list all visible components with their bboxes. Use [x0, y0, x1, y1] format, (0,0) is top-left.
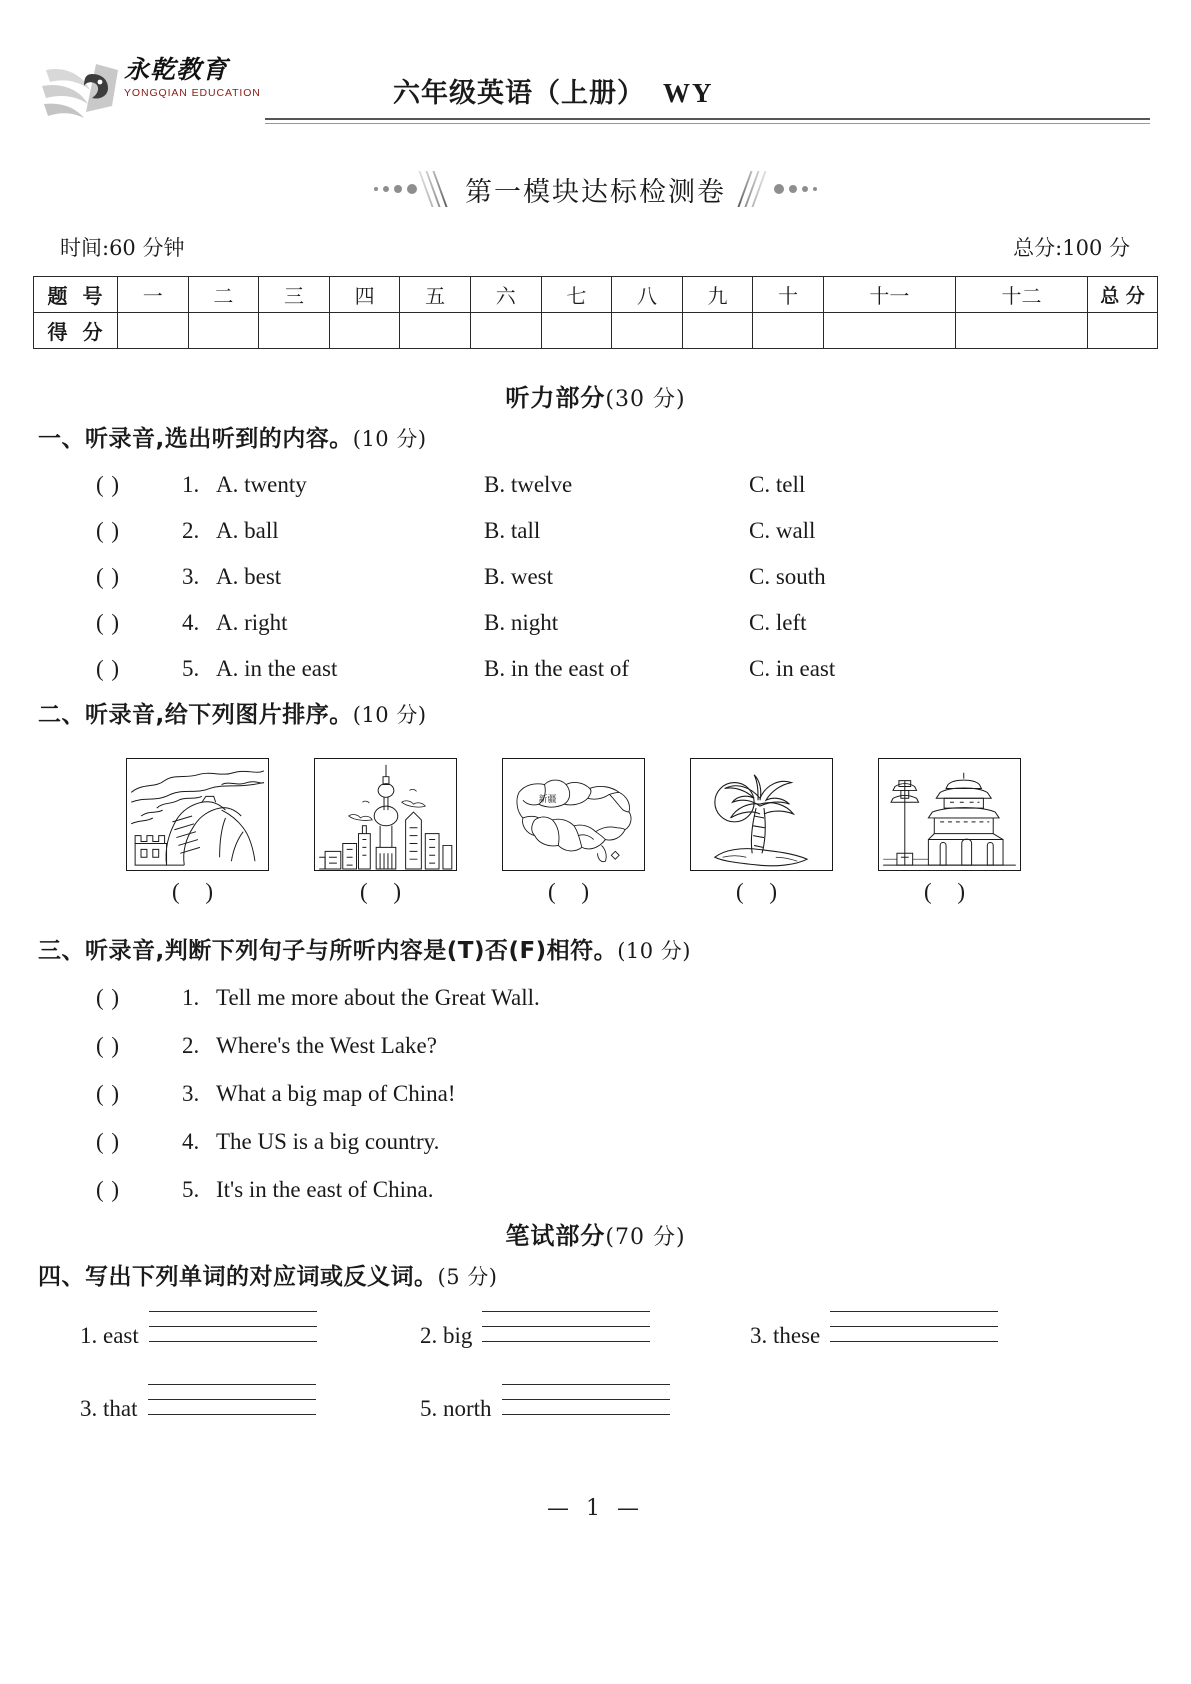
- choice-row: [96, 508, 1126, 554]
- word-prompt: 3. these: [750, 1323, 821, 1348]
- section-3-title: 三、听录音,判断下列句子与所听内容是(T)否(F)相符。: [38, 938, 618, 964]
- section-3-heading: [38, 932, 691, 965]
- score-table-col-total: 总 分: [1088, 277, 1158, 313]
- score-cell-7[interactable]: [541, 313, 612, 349]
- section-1-title: 一、听录音,选出听到的内容。: [38, 426, 353, 452]
- map-region-label: 新疆: [538, 795, 557, 806]
- item-number: 5.: [182, 656, 200, 681]
- listening-part-heading: [0, 378, 1191, 413]
- score-cell-10[interactable]: [753, 313, 824, 349]
- tf-row: [96, 1023, 1126, 1069]
- option-c[interactable]: C. in east: [749, 656, 836, 681]
- score-table-col-5: 五: [400, 277, 471, 313]
- score-cell-6[interactable]: [470, 313, 541, 349]
- exam-total-points: 总分:100 分: [1013, 236, 1130, 260]
- page-title-volume: （上册）: [533, 78, 645, 109]
- option-a[interactable]: A. ball: [216, 518, 279, 543]
- option-a[interactable]: A. right: [216, 610, 288, 635]
- choice-row: [96, 554, 1126, 600]
- word-pairs-row-2: [80, 1378, 1140, 1424]
- chevron-left-icon: [423, 168, 449, 210]
- word-pair: [420, 1378, 670, 1424]
- score-table-col-11: 十一: [823, 277, 955, 313]
- answer-bracket[interactable]: ( ): [96, 1081, 121, 1106]
- brand-name-en: YONGQIAN EDUCATION: [124, 87, 261, 99]
- option-b[interactable]: B. in the east of: [484, 656, 629, 681]
- answer-blank-lines[interactable]: [149, 1305, 317, 1351]
- item-number: 2.: [182, 518, 200, 543]
- item-number: 1.: [182, 985, 200, 1010]
- brand-logo: [40, 54, 265, 132]
- listening-part-points: (30 分): [605, 387, 686, 412]
- answer-bracket[interactable]: ( ): [96, 610, 121, 635]
- score-table-col-12: 十二: [955, 277, 1087, 313]
- word-pairs-row-1: [80, 1305, 1140, 1351]
- picture-cell: [126, 758, 269, 905]
- score-table-col-8: 八: [612, 277, 683, 313]
- banner-dots-left: [374, 184, 417, 194]
- picture-answer-blank[interactable]: ( ): [923, 879, 976, 904]
- page-number: — 1 —: [547, 1496, 644, 1521]
- score-cell-3[interactable]: [259, 313, 330, 349]
- page-title-code: WY: [663, 78, 714, 108]
- written-part-points: (70 分): [605, 1225, 686, 1250]
- score-table-row-label-score: 得 分: [34, 313, 118, 349]
- item-number: 2.: [182, 1033, 200, 1058]
- score-table-header-row: [34, 277, 1158, 313]
- listening-part-label: 听力部分: [505, 384, 606, 412]
- tf-sentence: What a big map of China!: [216, 1081, 456, 1106]
- score-cell-total[interactable]: [1088, 313, 1158, 349]
- word-prompt: 1. east: [80, 1323, 139, 1348]
- header-title-area: [265, 54, 1150, 132]
- score-cell-12[interactable]: [955, 313, 1087, 349]
- option-c[interactable]: C. south: [749, 564, 826, 589]
- answer-bracket[interactable]: ( ): [96, 656, 121, 681]
- tf-row: [96, 1119, 1126, 1165]
- choice-row: [96, 646, 1126, 692]
- section-3-points: (10 分): [617, 939, 691, 963]
- word-prompt: 2. big: [420, 1323, 473, 1348]
- masthead: [40, 52, 1150, 132]
- score-table-col-1: 一: [118, 277, 189, 313]
- page-title-subject: 六年级英语: [393, 78, 533, 109]
- score-table-col-10: 十: [753, 277, 824, 313]
- picture-answer-blank[interactable]: ( ): [359, 879, 412, 904]
- score-table-col-3: 三: [259, 277, 330, 313]
- score-table: [33, 276, 1158, 349]
- tiananmen-picture-icon: [878, 758, 1021, 871]
- answer-bracket[interactable]: ( ): [96, 1177, 121, 1202]
- score-cell-9[interactable]: [682, 313, 753, 349]
- score-cell-2[interactable]: [188, 313, 259, 349]
- answer-blank-lines[interactable]: [830, 1305, 998, 1351]
- header-divider: [265, 118, 1150, 124]
- score-cell-8[interactable]: [612, 313, 683, 349]
- word-pair: [750, 1305, 998, 1351]
- written-part-heading: [0, 1216, 1191, 1251]
- answer-bracket[interactable]: ( ): [96, 985, 121, 1010]
- score-table-col-9: 九: [682, 277, 753, 313]
- option-c[interactable]: C. tell: [749, 472, 806, 497]
- section-2-title: 二、听录音,给下列图片排序。: [38, 702, 353, 728]
- item-number: 5.: [182, 1177, 200, 1202]
- section-4-heading: [38, 1258, 497, 1291]
- section-1-points: (10 分): [352, 427, 427, 451]
- picture-cell: [502, 758, 645, 905]
- option-c[interactable]: C. left: [749, 610, 807, 635]
- written-part-label: 笔试部分: [505, 1222, 606, 1250]
- brand-name-cn: 永乾教育: [124, 55, 229, 84]
- exam-meta: [60, 232, 1130, 262]
- score-table-row-label-question: 题 号: [34, 277, 118, 313]
- palm-tree-picture-icon: [690, 758, 833, 871]
- option-b[interactable]: B. tall: [484, 518, 541, 543]
- exam-title: 第一模块达标检测卷: [465, 176, 726, 208]
- item-number: 3.: [182, 1081, 200, 1106]
- great-wall-picture-icon: [126, 758, 269, 871]
- word-prompt: 5. north: [420, 1396, 492, 1421]
- tf-row: [96, 1071, 1126, 1117]
- answer-bracket[interactable]: ( ): [96, 1129, 121, 1154]
- answer-blank-lines[interactable]: [148, 1378, 316, 1424]
- option-b[interactable]: B. twelve: [484, 472, 573, 497]
- option-b[interactable]: B. west: [484, 564, 553, 589]
- option-b[interactable]: B. night: [484, 610, 559, 635]
- picture-cell: [878, 758, 1021, 905]
- banner: [0, 168, 1191, 210]
- bird-swoosh-logo-icon: [40, 60, 122, 126]
- choice-row: [96, 600, 1126, 646]
- picture-answer-blank[interactable]: ( ): [547, 879, 600, 904]
- section-2-heading: [38, 696, 427, 729]
- word-prompt: 3. that: [80, 1396, 138, 1421]
- section-4-title: 四、写出下列单词的对应词或反义词。: [38, 1264, 438, 1290]
- picture-cell: [690, 758, 833, 905]
- option-a[interactable]: A. best: [216, 564, 282, 589]
- answer-bracket[interactable]: ( ): [96, 472, 121, 497]
- section-2-points: (10 分): [352, 703, 427, 727]
- answer-bracket[interactable]: ( ): [96, 518, 121, 543]
- tf-sentence: It's in the east of China.: [216, 1177, 434, 1202]
- exam-duration: 时间:60 分钟: [60, 236, 185, 260]
- item-number: 4.: [182, 610, 200, 635]
- picture-ordering-strip: [126, 758, 1066, 905]
- item-number: 4.: [182, 1129, 200, 1154]
- score-cell-5[interactable]: [400, 313, 471, 349]
- score-table-col-6: 六: [470, 277, 541, 313]
- chevron-right-icon: [742, 168, 768, 210]
- option-a[interactable]: A. in the east: [216, 656, 338, 681]
- shanghai-skyline-picture-icon: [314, 758, 457, 871]
- picture-cell: [314, 758, 457, 905]
- word-pair: [80, 1378, 420, 1424]
- score-table-col-7: 七: [541, 277, 612, 313]
- score-table-score-row: [34, 313, 1158, 349]
- score-cell-4[interactable]: [329, 313, 400, 349]
- score-cell-1[interactable]: [118, 313, 189, 349]
- answer-blank-lines[interactable]: [502, 1378, 670, 1424]
- china-map-picture-icon: [502, 758, 645, 871]
- section-4-points: (5 分): [437, 1265, 498, 1289]
- tf-row: [96, 1167, 1126, 1213]
- score-table-col-2: 二: [188, 277, 259, 313]
- answer-bracket[interactable]: ( ): [96, 1033, 121, 1058]
- section-1-heading: [38, 420, 427, 453]
- option-a[interactable]: A. twenty: [216, 472, 307, 497]
- page-title: [393, 71, 714, 110]
- item-number: 1.: [182, 472, 200, 497]
- word-pair: [80, 1305, 420, 1351]
- answer-blank-lines[interactable]: [482, 1305, 650, 1351]
- picture-answer-blank[interactable]: ( ): [735, 879, 788, 904]
- tf-row: [96, 975, 1126, 1021]
- score-cell-11[interactable]: [823, 313, 955, 349]
- picture-answer-blank[interactable]: ( ): [171, 879, 224, 904]
- item-number: 3.: [182, 564, 200, 589]
- choice-row: [96, 462, 1126, 508]
- option-c[interactable]: C. wall: [749, 518, 816, 543]
- tf-sentence: Where's the West Lake?: [216, 1033, 437, 1058]
- tf-sentence: The US is a big country.: [216, 1129, 440, 1154]
- score-table-col-4: 四: [329, 277, 400, 313]
- banner-dots-right: [774, 184, 817, 194]
- answer-bracket[interactable]: ( ): [96, 564, 121, 589]
- tf-sentence: Tell me more about the Great Wall.: [216, 985, 540, 1010]
- word-pair: [420, 1305, 750, 1351]
